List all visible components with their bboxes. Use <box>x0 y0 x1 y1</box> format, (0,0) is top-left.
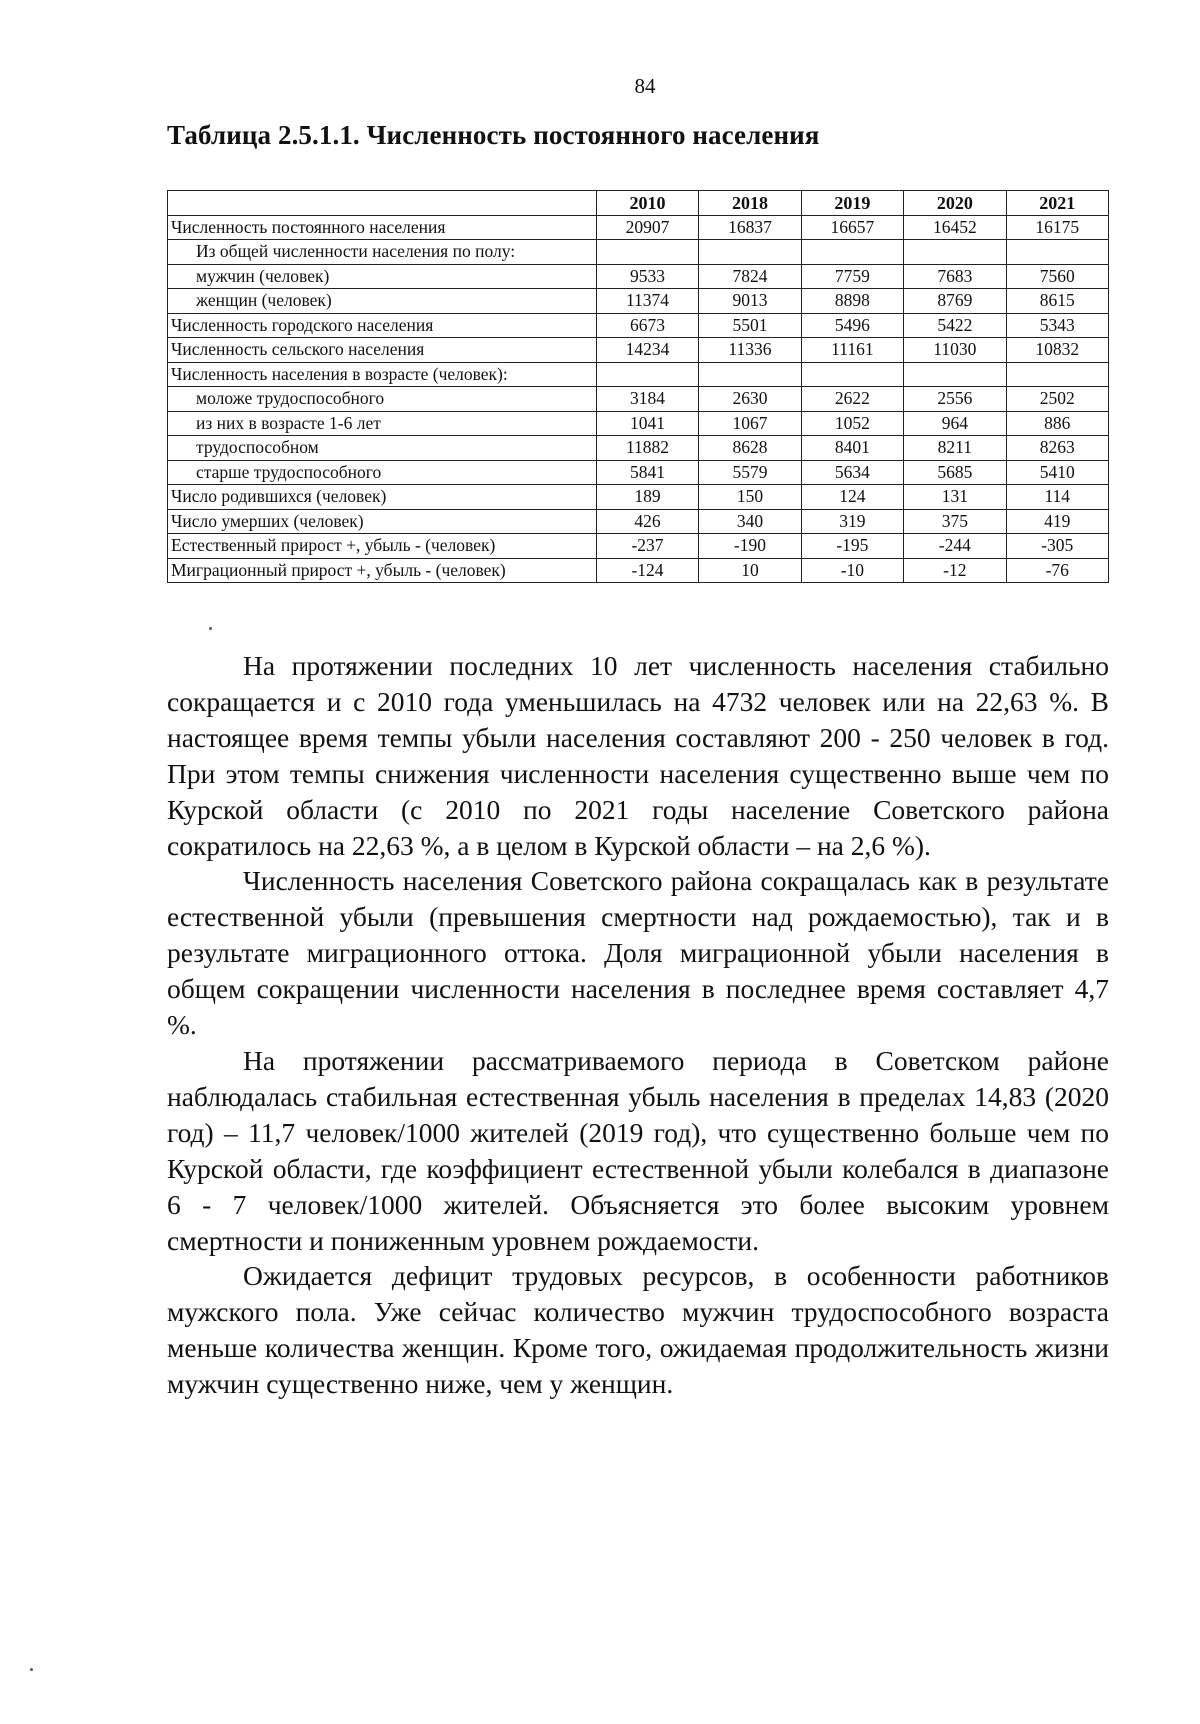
table-cell: 1052 <box>801 411 903 436</box>
table-row <box>168 215 1109 240</box>
paragraph: Численность населения Советского района сокращалась как в результате естественной убыли (превышения смертности над рождаемостью), так и в результате миграционного оттока. Доля миграционной убыли населения в общем сокращении численности населения в последнее время составляет 4,7 %. <box>167 865 1109 1041</box>
column-header: 2010 <box>596 191 698 216</box>
table-cell <box>1006 362 1108 387</box>
table-cell: 114 <box>1006 485 1108 510</box>
table-cell: 10832 <box>1006 338 1108 363</box>
table-cell: 8211 <box>904 436 1006 461</box>
page-number: 84 <box>634 74 656 98</box>
table-cell: 419 <box>1006 509 1108 534</box>
table-row <box>168 534 1109 559</box>
table-cell <box>596 362 698 387</box>
row-label: Число умерших (человек) <box>168 509 597 534</box>
table-cell <box>1006 240 1108 265</box>
table-row <box>168 362 1109 387</box>
table-cell: 16657 <box>801 215 903 240</box>
population-table <box>167 190 1109 583</box>
table-row <box>168 485 1109 510</box>
table-title: Таблица 2.5.1.1. Численность постоянного населения <box>167 120 820 150</box>
row-label: Численность постоянного населения <box>168 215 597 240</box>
row-label: Из общей численности населения по полу: <box>168 240 597 265</box>
table-cell: 16175 <box>1006 215 1108 240</box>
table-cell: 7560 <box>1006 264 1108 289</box>
paragraph: На протяжении рассматриваемого периода в Советском районе наблюдалась стабильная естественная убыль населения в пределах 14,83 (2020 год) – 11,7 человек/1000 жителей (2019 год), что существенно больше чем по Курской области, где коэффициент естественной убыли колебался в диапазоне 6 - 7 человек/1000 жителей. Объясняется это более высоким уровнем смертности и пониженным уровнем рождаемости. <box>167 1044 1109 1256</box>
table-cell: 124 <box>801 485 903 510</box>
table-cell <box>699 362 801 387</box>
table-cell: 5496 <box>801 313 903 338</box>
table-cell: 11161 <box>801 338 903 363</box>
table-cell: 5579 <box>699 460 801 485</box>
table-cell <box>699 240 801 265</box>
row-label: Естественный прирост +, убыль - (человек) <box>168 534 597 559</box>
table-cell: 9533 <box>596 264 698 289</box>
table-cell: 964 <box>904 411 1006 436</box>
table-cell: 7683 <box>904 264 1006 289</box>
table-cell: 11030 <box>904 338 1006 363</box>
table-cell: 8628 <box>699 436 801 461</box>
column-header: 2019 <box>801 191 903 216</box>
column-header: 2020 <box>904 191 1006 216</box>
table-body <box>168 215 1109 583</box>
table-cell: 9013 <box>699 289 801 314</box>
table-cell: 375 <box>904 509 1006 534</box>
table-row <box>168 411 1109 436</box>
table-cell: 3184 <box>596 387 698 412</box>
column-header <box>168 191 597 216</box>
table-cell: 1041 <box>596 411 698 436</box>
table-row <box>168 460 1109 485</box>
table-cell: -244 <box>904 534 1006 559</box>
table-cell: 1067 <box>699 411 801 436</box>
table-cell: 8263 <box>1006 436 1108 461</box>
table-cell: 5343 <box>1006 313 1108 338</box>
table-cell: 16452 <box>904 215 1006 240</box>
table-cell: 8401 <box>801 436 903 461</box>
row-label: старше трудоспособного <box>168 460 597 485</box>
table-cell: 340 <box>699 509 801 534</box>
table-row <box>168 558 1109 583</box>
table-cell <box>801 362 903 387</box>
table-cell: 8615 <box>1006 289 1108 314</box>
table-cell: 5634 <box>801 460 903 485</box>
row-label: из них в возрасте 1-6 лет <box>168 411 597 436</box>
row-label: Миграционный прирост +, убыль - (человек) <box>168 558 597 583</box>
table-cell: 8769 <box>904 289 1006 314</box>
table-cell: 5841 <box>596 460 698 485</box>
row-label: Численность городского населения <box>168 313 597 338</box>
table-cell: -305 <box>1006 534 1108 559</box>
table-cell: 2502 <box>1006 387 1108 412</box>
table-cell: 2556 <box>904 387 1006 412</box>
paragraph: Ожидается дефицит трудовых ресурсов, в особенности работников мужского пола. Уже сейчас количество мужчин трудоспособного возраста меньше количества женщин. Кроме того, ожидаемая продолжительность жизни мужчин существенно ниже, чем у женщин. <box>167 1260 1109 1400</box>
table-cell: 6673 <box>596 313 698 338</box>
table-row <box>168 264 1109 289</box>
table-row <box>168 240 1109 265</box>
table-cell: 10 <box>699 558 801 583</box>
table-cell: 16837 <box>699 215 801 240</box>
table-cell: -10 <box>801 558 903 583</box>
table-cell <box>904 240 1006 265</box>
table-cell <box>904 362 1006 387</box>
table-cell: 5685 <box>904 460 1006 485</box>
column-header: 2018 <box>699 191 801 216</box>
row-label: моложе трудоспособного <box>168 387 597 412</box>
row-label: трудоспособном <box>168 436 597 461</box>
table-cell: 11882 <box>596 436 698 461</box>
table-cell: 8898 <box>801 289 903 314</box>
body-text <box>167 648 1109 1402</box>
row-label: Численность сельского населения <box>168 338 597 363</box>
table-cell: 886 <box>1006 411 1108 436</box>
table-cell: 150 <box>699 485 801 510</box>
table-cell: -237 <box>596 534 698 559</box>
table-cell: 2622 <box>801 387 903 412</box>
table-cell: 189 <box>596 485 698 510</box>
row-label: Численность населения в возрасте (человек): <box>168 362 597 387</box>
table-header-row <box>168 191 1109 216</box>
scan-speck <box>209 627 212 630</box>
row-label: мужчин (человек) <box>168 264 597 289</box>
table-cell: 11336 <box>699 338 801 363</box>
table-cell: 20907 <box>596 215 698 240</box>
column-header: 2021 <box>1006 191 1108 216</box>
table-cell: 5422 <box>904 313 1006 338</box>
table-cell: 7759 <box>801 264 903 289</box>
scan-speck <box>30 1668 33 1671</box>
table-cell: 5501 <box>699 313 801 338</box>
table-cell: 319 <box>801 509 903 534</box>
table-cell: 7824 <box>699 264 801 289</box>
table-cell: 14234 <box>596 338 698 363</box>
table-row <box>168 509 1109 534</box>
table-row <box>168 387 1109 412</box>
table-cell: -76 <box>1006 558 1108 583</box>
paragraph: На протяжении последних 10 лет численность населения стабильно сокращается и с 2010 года уменьшилась на 4732 человек или на 22,63 %. В настоящее время темпы убыли населения составляют 200 - 250 человек в год. При этом темпы снижения численности населения существенно выше чем по Курской области (с 2010 по 2021 годы население Советского района сократилось на 22,63 %, а в целом в Курской области – на 2,6 %). <box>167 650 1109 861</box>
table-cell: 131 <box>904 485 1006 510</box>
table-row <box>168 436 1109 461</box>
row-label: Число родившихся (человек) <box>168 485 597 510</box>
table-row <box>168 313 1109 338</box>
table-cell: 5410 <box>1006 460 1108 485</box>
table-cell: -12 <box>904 558 1006 583</box>
table-cell <box>801 240 903 265</box>
table-row <box>168 338 1109 363</box>
row-label: женщин (человек) <box>168 289 597 314</box>
table-cell: -195 <box>801 534 903 559</box>
table-cell: 2630 <box>699 387 801 412</box>
table-cell: 11374 <box>596 289 698 314</box>
table-cell: -124 <box>596 558 698 583</box>
table-row <box>168 289 1109 314</box>
table-cell: 426 <box>596 509 698 534</box>
table-cell <box>596 240 698 265</box>
table-cell: -190 <box>699 534 801 559</box>
